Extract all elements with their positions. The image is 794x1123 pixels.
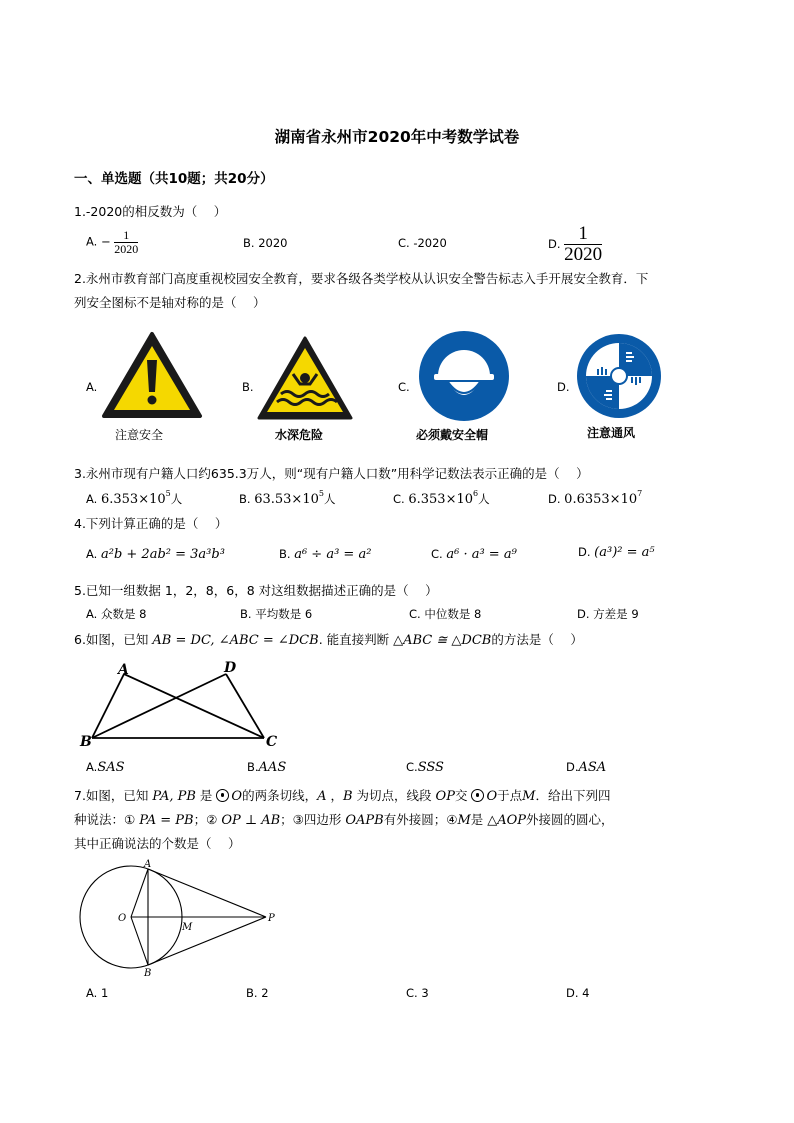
q3-b-exponent: 5	[318, 489, 324, 498]
q6-label-d: D	[224, 660, 237, 676]
q7-l1-pre: 7.如图，已知	[74, 788, 149, 803]
q1-stem: 1.-2020的相反数为（ ）	[74, 204, 227, 219]
q1-option-b[interactable]: B. 2020	[243, 236, 288, 250]
q3-c-mantissa: 6.353	[408, 492, 446, 507]
q7-l1-tail: ．给出下列四	[535, 788, 611, 803]
q4-d-label: D.	[578, 545, 591, 559]
q1-d-prefix: D.	[548, 236, 561, 251]
q7-circle-tangent-figure	[78, 855, 278, 979]
q7-l1-b: B	[343, 789, 353, 804]
q4-option-c[interactable]	[431, 547, 517, 562]
q5-stem: 5.已知一组数据 1，2，8，6，8 对这组数据描述正确的是（ ）	[74, 583, 438, 598]
q6-stem-mid: . 能直接判断	[318, 632, 390, 647]
q6-b-value: AAS	[258, 760, 287, 775]
q4-a-label: A.	[86, 547, 98, 561]
q7-option-c[interactable]: C. 3	[406, 986, 429, 1000]
q6-option-d[interactable]	[566, 760, 606, 775]
q5-option-d[interactable]: D. 方差是 9	[577, 607, 639, 621]
q3-d-label: D.	[548, 492, 561, 506]
q7-stem-line1	[74, 786, 610, 804]
q7-label-b: B	[144, 968, 152, 979]
q3-b-label: B.	[239, 492, 251, 506]
q4-option-d[interactable]	[578, 545, 655, 560]
deep-water-sign-icon	[255, 334, 355, 422]
q3-d-mantissa: 0.6353	[564, 492, 610, 507]
q7-label-o: O	[118, 913, 127, 924]
q3-option-b[interactable]	[239, 489, 335, 507]
q1-option-c[interactable]: C. -2020	[398, 236, 447, 250]
q7-l1-comma: ，	[330, 788, 343, 803]
q4-a-expr: a²b + 2ab² = 3a³b³	[100, 547, 225, 562]
q4-c-expr: a⁶ · a³ = a⁹	[446, 547, 517, 562]
q2-stem-line1: 2.永州市教育部门高度重视校园安全教育，要求各级各类学校从认识安全警告标志入手开展安全教育．下	[74, 271, 649, 286]
q2-c-label[interactable]: C.	[398, 380, 410, 394]
caution-sign-icon	[100, 330, 204, 422]
q2-c-caption: 必须戴安全帽	[416, 428, 489, 442]
q1-option-a[interactable]	[86, 229, 138, 255]
q7-l2-s2: OP ⊥ AB	[221, 813, 281, 828]
q7-l2-pre: 种说法：①	[74, 812, 136, 827]
q6-label-c: C	[266, 734, 278, 750]
q2-stem-line2: 列安全图标不是轴对称的是（ ）	[74, 295, 266, 310]
q2-b-label[interactable]: B.	[242, 380, 254, 394]
q1-a-denominator: 2020	[114, 241, 139, 256]
q1-d-numerator: 1	[564, 224, 602, 245]
q4-option-b[interactable]	[279, 547, 371, 562]
q1-a-prefix: A. −	[86, 234, 111, 249]
q4-option-a[interactable]	[86, 547, 225, 562]
q7-l1-tangents: PA, PB	[152, 789, 196, 804]
q4-c-label: C.	[431, 547, 443, 561]
q7-l1-mid: 的两条切线，	[242, 788, 318, 803]
q3-a-mantissa: 6.353	[100, 492, 139, 507]
q7-option-a[interactable]: A. 1	[86, 986, 109, 1000]
q3-option-d[interactable]	[548, 489, 642, 507]
q7-l2-s4: △AOP	[487, 813, 527, 828]
q2-a-caption: 注意安全	[115, 428, 164, 442]
q6-d-value: ASA	[578, 760, 607, 775]
q6-label-b: B	[80, 734, 92, 750]
q5-option-c[interactable]: C. 中位数是 8	[409, 607, 482, 621]
q4-b-label: B.	[279, 547, 291, 561]
q7-l1-m: M	[522, 789, 536, 804]
q3-option-c[interactable]	[393, 489, 490, 507]
q6-a-label: A.	[86, 760, 98, 774]
q2-b-caption: 水深危险	[275, 428, 324, 442]
q3-c-label: C.	[393, 492, 405, 506]
q3-a-label: A.	[86, 492, 98, 506]
q7-l2-c4b: 外接圆的圆心，	[526, 812, 614, 827]
q3-b-mantissa: 63.53	[254, 492, 292, 507]
q6-a-value: SAS	[97, 760, 125, 775]
q4-d-expr: (a³)² = a⁵	[594, 545, 655, 560]
q3-a-unit: 人	[170, 492, 183, 506]
q1-d-denominator: 2020	[564, 243, 603, 265]
q3-a-times: ×10	[138, 492, 166, 507]
q6-option-b[interactable]	[247, 760, 286, 775]
q6-stem-pre: 6.如图，已知	[74, 632, 149, 647]
page-title: 湖南省永州市2020年中考数学试卷	[274, 128, 520, 146]
q6-option-c[interactable]	[406, 760, 444, 775]
circle-dot-icon	[471, 789, 484, 802]
q6-condition: AB = DC, ∠ABC = ∠DCB	[152, 633, 319, 648]
q7-l1-a: A	[317, 789, 327, 804]
q7-l1-cut: 为切点，线段	[356, 788, 432, 803]
q3-b-unit: 人	[323, 492, 336, 506]
q7-l1-end: 于点	[497, 788, 523, 803]
q7-l1-o: O	[231, 789, 243, 804]
q7-stem-line2	[74, 810, 614, 828]
q5-option-a[interactable]: A. 众数是 8	[86, 607, 147, 621]
q7-l2-m: M	[457, 813, 471, 828]
q7-option-d[interactable]: D. 4	[566, 986, 590, 1000]
q6-congruence: △ABC ≅ △DCB	[393, 633, 492, 648]
q7-l2-c3b: 有外接圆；④	[383, 812, 458, 827]
q7-l1-jiao: 交	[454, 788, 468, 803]
q7-label-p: P	[268, 913, 275, 924]
q7-stem-line3: 其中正确说法的个数是（ ）	[74, 836, 241, 851]
q7-l2-s3: OAPB	[345, 813, 384, 828]
q7-l2-c3: ；③四边形	[280, 812, 342, 827]
q2-d-caption: 注意通风	[587, 426, 636, 440]
q6-stem-post: 的方法是（ ）	[491, 632, 583, 647]
q6-d-label: D.	[566, 760, 579, 774]
q3-c-exponent: 6	[473, 489, 479, 498]
q3-c-times: ×10	[445, 492, 473, 507]
circle-dot-icon	[216, 789, 229, 802]
q4-stem: 4.下列计算正确的是（ ）	[74, 516, 228, 531]
q7-label-a: A	[144, 859, 152, 870]
q3-stem: 3.永州市现有户籍人口约635.3万人，则“现有户籍人口数”用科学记数法表示正确的是（ ）	[74, 466, 589, 481]
q7-option-b[interactable]: B. 2	[246, 986, 269, 1000]
q3-d-exponent: 7	[637, 489, 643, 498]
q7-l1-op: OP	[435, 789, 455, 804]
q6-triangle-figure	[78, 658, 283, 752]
q3-c-unit: 人	[478, 492, 490, 506]
q7-l1-is: 是	[199, 788, 213, 803]
q7-label-m: M	[182, 922, 193, 933]
q6-stem	[74, 630, 583, 648]
q5-option-b[interactable]: B. 平均数是 6	[240, 607, 313, 621]
ventilation-sign-icon	[576, 333, 662, 419]
q6-c-value: SSS	[417, 760, 444, 775]
q1-a-numerator: 1	[114, 229, 138, 243]
section-heading: 一、单选题（共10题；共20分）	[74, 171, 274, 187]
q3-b-times: ×10	[291, 492, 319, 507]
q2-d-label[interactable]: D.	[557, 380, 570, 394]
q6-c-label: C.	[406, 760, 418, 774]
q3-d-times: ×10	[609, 492, 638, 507]
hard-hat-sign-icon	[418, 330, 510, 422]
q6-b-label: B.	[247, 760, 259, 774]
q7-l2-c2: ；②	[193, 812, 218, 827]
q7-l1-o2: O	[486, 789, 498, 804]
q4-b-expr: a⁶ ÷ a³ = a²	[294, 547, 372, 562]
q7-l2-c4: 是	[470, 812, 484, 827]
q6-label-a: A	[118, 662, 129, 678]
q2-a-label[interactable]: A.	[86, 380, 98, 394]
q1-option-d[interactable]	[548, 224, 602, 265]
q3-option-a[interactable]	[86, 489, 182, 507]
q7-l2-s1: PA = PB	[139, 813, 194, 828]
q6-option-a[interactable]	[86, 760, 125, 775]
q3-a-exponent: 5	[165, 489, 171, 498]
